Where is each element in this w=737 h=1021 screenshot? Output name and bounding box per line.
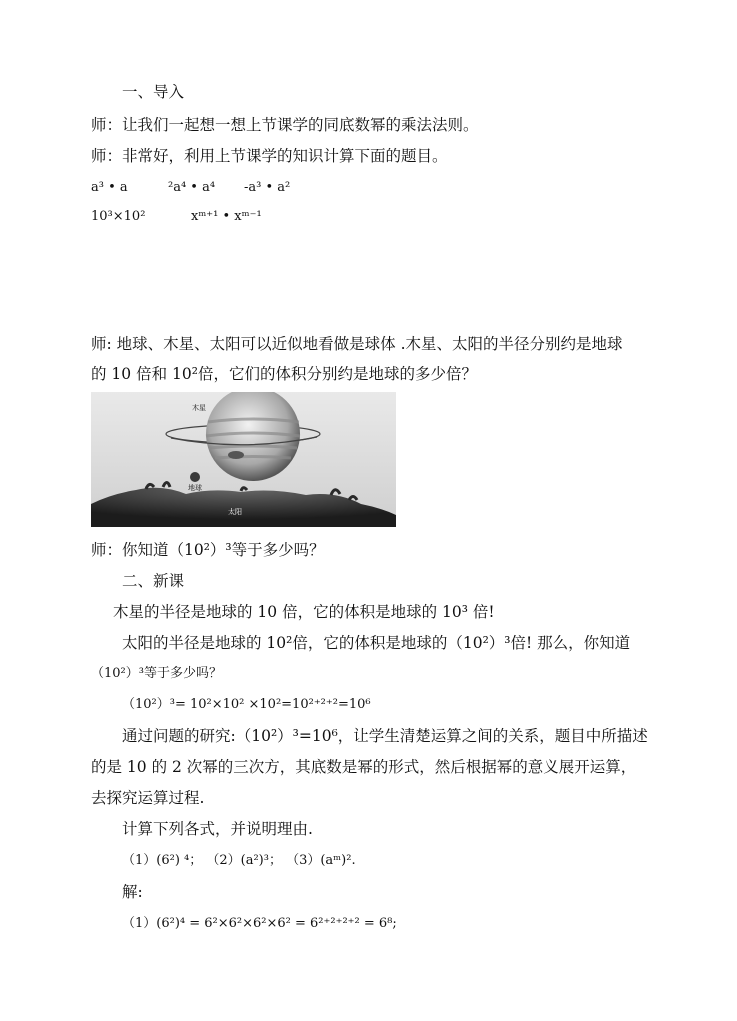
exercise-2a: 10³×10² — [91, 209, 146, 224]
exercise-1b: ²a⁴ • a⁴ — [168, 180, 216, 195]
exercise-instruction: 计算下列各式，并说明理由. — [122, 820, 313, 838]
paragraph-planets-2: 的 10 倍和 10²倍，它们的体积分别约是地球的多少倍？ — [91, 365, 477, 383]
teacher-line-1: 师：让我们一起想一想上节课学的同底数幂的乘法法则。 — [91, 116, 479, 134]
great-red-spot — [228, 451, 244, 459]
lesson-line-6: 的是 10 的 2 次幂的三次方，其底数是幂的形式，然后根据幂的意义展开运算， — [91, 758, 637, 776]
paragraph-planets-1: 师: 地球、木星、太阳可以近似地看做是球体 .木星、太阳的半径分别约是地球 — [91, 335, 623, 353]
earth-label: 地球 — [188, 484, 202, 492]
lesson-line-1: 木星的半径是地球的 10 倍，它的体积是地球的 10³ 倍! — [113, 603, 495, 621]
lesson-line-2: 太阳的半径是地球的 10²倍，它的体积是地球的（10²）³倍! 那么，你知道 — [122, 634, 631, 652]
lesson-line-3: （10²）³等于多少吗？ — [91, 666, 222, 681]
lesson-equation: （10²）³= 10²×10² ×10²=10²⁺²⁺²=10⁶ — [122, 697, 371, 712]
earth-planet — [190, 472, 200, 482]
exercise-2b: xᵐ⁺¹ • xᵐ⁻¹ — [191, 209, 262, 224]
solution-line-1: （1）(6²)⁴ = 6²×6²×6²×6² = 6²⁺²⁺²⁺² = 6⁸; — [122, 916, 397, 931]
solution-label: 解: — [122, 883, 143, 901]
heading-intro: 一、导入 — [122, 83, 185, 101]
sun-label: 太阳 — [228, 508, 242, 516]
exercise-1a: a³ • a — [91, 180, 128, 195]
exercise-1c: -a³ • a² — [244, 180, 291, 195]
planets-figure — [91, 392, 396, 527]
teacher-question: 师：你知道（10²）³等于多少吗？ — [91, 541, 325, 559]
exercise-list: （1）(6²) ⁴； （2）(a²)³； （3）(aᵐ)². — [122, 853, 356, 868]
heading-new-lesson: 二、新课 — [122, 572, 185, 590]
jupiter-label: 木星 — [192, 404, 206, 412]
lesson-line-7: 去探究运算过程. — [91, 789, 205, 807]
lesson-line-5: 通过问题的研究:（10²）³=10⁶，让学生清楚运算之间的关系，题目中所描述 — [122, 727, 648, 745]
planets-illustration — [91, 392, 396, 527]
teacher-line-2: 师：非常好，利用上节课学的知识计算下面的题目。 — [91, 147, 448, 165]
